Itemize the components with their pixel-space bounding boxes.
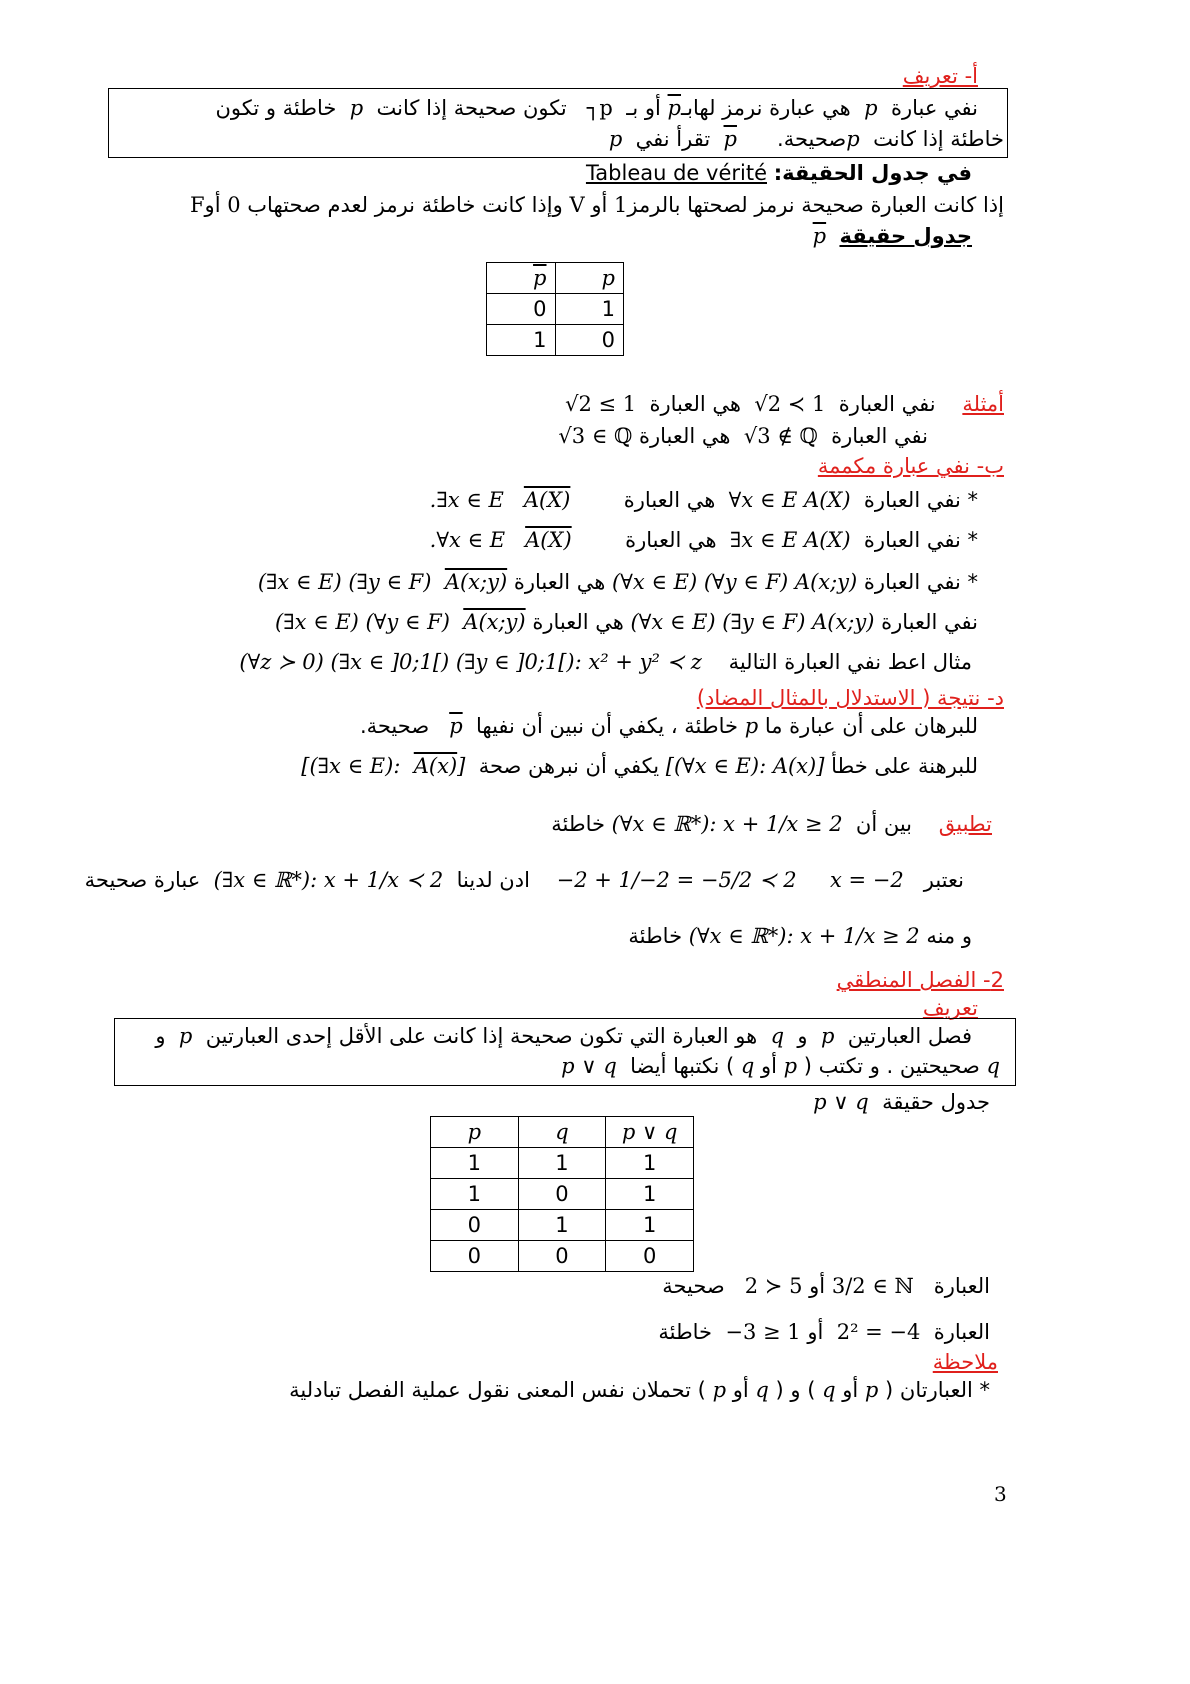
table-row: 0 1 1 [431,1210,694,1241]
definition-disjunction-line-2: q صحيحتين . و تكتب ( p أو q ) نكتبها أيضا p ∨ q [561,1054,1000,1078]
table-row: $\overline{p}$ p [487,263,624,294]
quantifier-negation-3: * نفي العبارة (∀x ∈ E) (∀y ∈ F) A(x;y) هي العبارة (∃x ∈ E) (∃y ∈ F) A(x;y) [257,570,978,594]
definition-negation-line-2: خاطئة إذا كانت pصحيحة. $\overline{p}$ تقرأ نفي p [608,127,1004,151]
section-2-title: 2- الفصل المنطقي [836,968,1004,992]
table-row: 0 1 [487,294,624,325]
disjunction-example-1: العبارة 3/2 ∈ ℕ أو 2 ≻ 5 صحيحة [662,1274,990,1298]
quantifier-negation-1: * نفي العبارة ∀x ∈ E A(X) هي العبارة .∃x ∈ E A(X) [429,488,978,512]
section-d-title: د- نتيجة ( الاستدلال بالمثال المضاد) [696,686,1004,710]
negation-truth-table [486,262,624,356]
note-line: * العبارتان ( p أو q ) و ( q أو p ) تحملان نفس المعنى نقول عملية الفصل تبادلية [289,1378,990,1402]
negation-table-title: جدول حقيقة $\overline{p}$ [812,224,972,248]
note-label: ملاحظة [932,1350,998,1374]
table-row: p q p ∨ q [431,1117,694,1148]
quantifier-negation-2: * نفي العبارة ∃x ∈ E A(X) هي العبارة .∀x ∈ E A(X) [429,528,978,552]
table-row: 1 1 1 [431,1148,694,1179]
definition-disjunction-line-1: فصل العبارتين p و q هو العبارة التي تكون صحيحة إذا كانت على الأقل إحدى العبارتين p و [155,1024,972,1048]
definition-negation-line-1: نفي عبارة p هي عبارة نرمز $لهابـ\overline{p}$ أو بـ ┐p تكون صحيحة إذا كانت p خاطئة و تكون [215,96,978,120]
table-row: 1 0 1 [431,1179,694,1210]
quantifier-example: مثال اعط نفي العبارة التالية (∀z ≻ 0) (∃x ∈ ]0;1[) (∃y ∈ ]0;1[): x² + y² ≺ z [239,650,972,674]
disjunction-example-2: العبارة 2² = −4 أو −3 ≥ 1 خاطئة [658,1320,990,1344]
truth-values-line: إذا كانت العبارة صحيحة نرمز لصحتها بالرمز1 أو V وإذا كانت خاطئة نرمز لعدم صحتهاب 0 أوF [189,193,1004,217]
definition-2-label: تعريف [922,996,978,1020]
application-line-2: نعتبر x = −2 −2 + 1/−2 = −5/2 ≺ 2 ادن لدينا (∃x ∈ ℝ*): x + 1/x ≺ 2 عبارة صحيحة [84,868,964,892]
page-number: 3 [994,1482,1007,1506]
counterexample-line-2: للبرهنة على خطأ [(∀x ∈ E): A(x)] يكفي أن نبرهن صحة [(∃x ∈ E): A(x)] [301,754,978,778]
truth-table-heading: في جدول الحقيقة: Tableau de vérité [585,161,972,185]
section-a-title: أ- تعريف [902,64,978,88]
application-line-1: تطبيق بين أن (∀x ∈ ℝ*): x + 1/x ≥ 2 خاطئة [551,812,992,836]
section-b-title: ب- نفي عبارة مكممة [817,454,1004,478]
quantifier-negation-4: نفي العبارة (∀x ∈ E) (∃y ∈ F) A(x;y) هي العبارة (∃x ∈ E) (∀y ∈ F) A(x;y) [275,610,978,634]
application-line-3: و منه (∀x ∈ ℝ*): x + 1/x ≥ 2 خاطئة [628,924,972,948]
counterexample-line-1: للبرهان على أن عبارة ما p خاطئة ، يكفي أن نبين أن نفيها $\overline{p}$ صحيحة. [359,714,978,738]
table-row: 1 0 [487,325,624,356]
example-line-1: أمثلة نفي العبارة √2 ≺ 1 هي العبارة √2 ≤ 1 [565,392,1004,416]
disjunction-truth-table [430,1116,694,1272]
example-line-2: نفي العبارة √3 ∉ ℚ هي العبارة √3 ∈ ℚ [558,424,928,448]
table-row: 0 0 0 [431,1241,694,1272]
disjunction-table-title: جدول حقيقة p ∨ q [813,1090,990,1114]
